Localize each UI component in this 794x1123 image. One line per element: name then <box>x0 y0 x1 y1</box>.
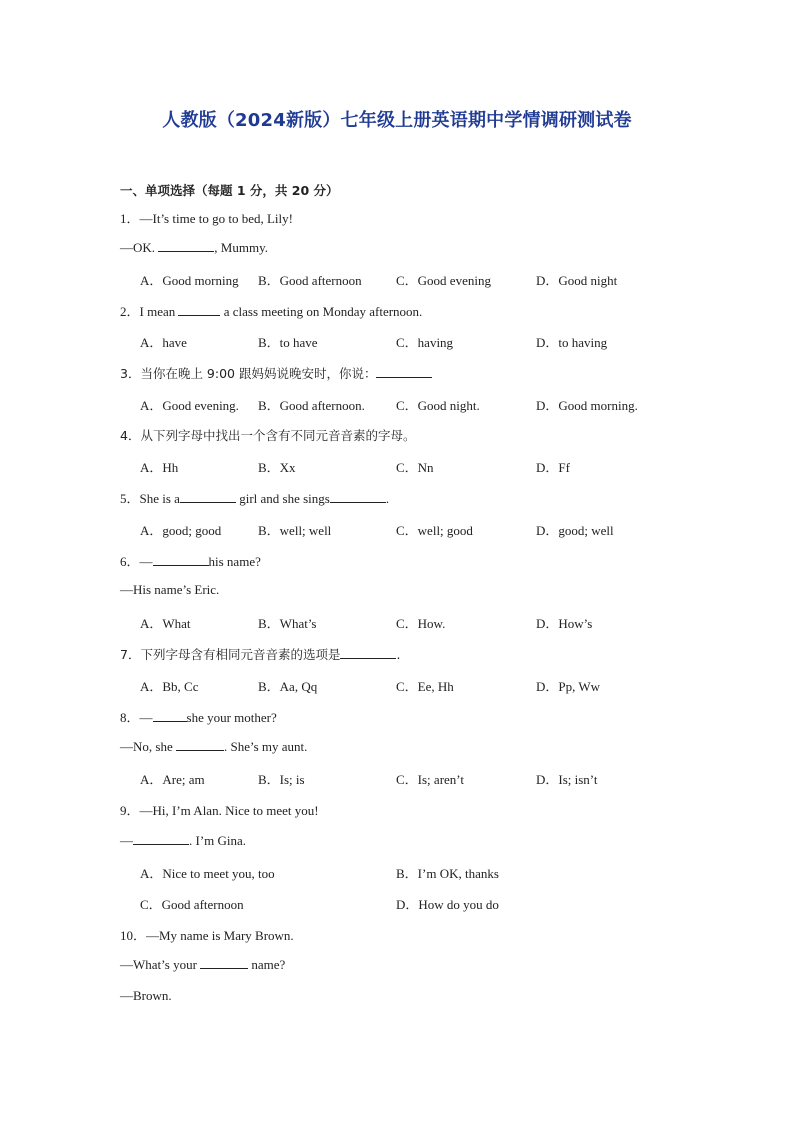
question-3-options <box>140 395 740 413</box>
question-10-stem: 10．—My name is Mary Brown. <box>120 928 294 943</box>
option-b: B．well; well <box>258 523 332 538</box>
option-c: C．Good evening <box>396 273 491 288</box>
question-1-stem: 1．—It’s time to go to bed, Lily! <box>120 211 293 226</box>
question-9-options-row2 <box>140 894 740 912</box>
question-9-stem: 9．—Hi, I’m Alan. Nice to meet you! <box>120 803 319 818</box>
option-d: D．good; well <box>536 523 614 538</box>
section-heading: 一、单项选择（每题 1 分，共 20 分） <box>120 183 339 198</box>
question-5-options <box>140 520 740 538</box>
question-10-line3: —Brown. <box>120 988 172 1003</box>
question-8-stem <box>120 707 277 726</box>
answer-blank <box>330 490 386 503</box>
question-3-stem <box>120 364 432 382</box>
answer-blank <box>178 303 220 316</box>
answer-blank <box>176 738 224 751</box>
question-8-prefix: 8．— <box>120 710 153 725</box>
question-6-suffix: his name? <box>208 554 261 569</box>
option-c: C．Good night. <box>396 398 480 413</box>
option-a: A．What <box>140 616 191 631</box>
question-3-text: 3．当你在晚上 9:00 跟妈妈说晚安时，你说： <box>120 366 377 381</box>
option-b: B．Aa, Qq <box>258 679 318 694</box>
question-1-options <box>140 270 740 288</box>
option-b: B．What’s <box>258 616 317 631</box>
option-c: C．well; good <box>396 523 473 538</box>
option-c: C．Ee, Hh <box>396 679 454 694</box>
option-c: C．Is; aren’t <box>396 772 464 787</box>
option-a: A．good; good <box>140 523 222 538</box>
answer-blank <box>153 553 209 566</box>
question-2-options <box>140 332 740 350</box>
option-d: D．to having <box>536 335 608 350</box>
question-5-prefix: 5．She is a <box>120 491 180 506</box>
option-d: D．Is; isn’t <box>536 772 598 787</box>
option-d: D．Ff <box>536 460 570 475</box>
question-2-suffix: a class meeting on Monday afternoon. <box>220 304 423 319</box>
option-a: A．have <box>140 335 187 350</box>
option-c: C．How. <box>396 616 446 631</box>
option-a: A．Hh <box>140 460 179 475</box>
question-6-prefix: 6．— <box>120 554 153 569</box>
option-b: B．to have <box>258 335 318 350</box>
question-4-options <box>140 457 740 475</box>
question-5-middle: girl and she sings <box>235 491 330 506</box>
question-1-line2-prefix: —OK. <box>120 240 159 255</box>
option-a: A．Nice to meet you, too <box>140 866 275 881</box>
option-b: B．I’m OK, thanks <box>396 866 499 881</box>
option-c: C．having <box>396 335 454 350</box>
question-9-line2 <box>120 832 246 849</box>
option-d: D．Good morning. <box>536 398 638 413</box>
answer-blank <box>158 239 214 252</box>
option-c: C．Good afternoon <box>140 897 244 912</box>
question-6-options <box>140 613 740 631</box>
question-7-suffix: . <box>396 647 401 662</box>
question-8-options <box>140 769 740 787</box>
question-7-stem <box>120 645 400 663</box>
option-a: A．Are; am <box>140 772 205 787</box>
question-10-line2-prefix: —What’s your <box>120 957 201 972</box>
question-1-line2-suffix: , Mummy. <box>214 240 268 255</box>
answer-blank <box>153 709 187 722</box>
option-d: D．Good night <box>536 273 618 288</box>
question-10-line2 <box>120 956 285 973</box>
answer-blank <box>133 832 189 845</box>
option-b: B．Is; is <box>258 772 305 787</box>
question-2-prefix: 2．I mean <box>120 304 179 319</box>
option-d: D．How do you do <box>396 897 499 912</box>
question-8-suffix: she your mother? <box>186 710 277 725</box>
question-8-line2-suffix: . She’s my aunt. <box>223 739 308 754</box>
option-b: B．Good afternoon. <box>258 398 365 413</box>
question-6-stem <box>120 551 261 570</box>
question-4-stem: 4．从下列字母中找出一个含有不同元音音素的字母。 <box>120 428 416 443</box>
question-8-line2 <box>120 738 307 755</box>
question-9-line2-prefix: — <box>120 833 133 848</box>
question-5-suffix: . <box>385 491 390 506</box>
answer-blank <box>200 956 248 969</box>
question-7-text: 7．下列字母含有相同元音音素的选项是 <box>120 647 341 662</box>
question-9-options-row1 <box>140 863 740 881</box>
question-8-line2-prefix: —No, she <box>120 739 176 754</box>
answer-blank <box>376 365 432 378</box>
option-d: D．Pp, Ww <box>536 679 601 694</box>
option-a: A．Bb, Cc <box>140 679 199 694</box>
option-b: B．Xx <box>258 460 296 475</box>
question-5-stem <box>120 488 389 507</box>
option-a: A．Good evening. <box>140 398 239 413</box>
option-d: D．How’s <box>536 616 593 631</box>
question-6-line2: —His name’s Eric. <box>120 582 220 597</box>
question-2-stem <box>120 301 422 320</box>
question-1-line2 <box>120 239 268 256</box>
option-a: A．Good morning <box>140 273 239 288</box>
question-7-options <box>140 676 740 694</box>
answer-blank <box>340 646 396 659</box>
answer-blank <box>180 490 236 503</box>
question-9-line2-suffix: . I’m Gina. <box>189 833 247 848</box>
page-title: 人教版（2024新版）七年级上册英语期中学情调研测试卷 <box>162 110 632 131</box>
option-c: C．Nn <box>396 460 434 475</box>
question-10-line2-suffix: name? <box>248 957 286 972</box>
option-b: B．Good afternoon <box>258 273 362 288</box>
